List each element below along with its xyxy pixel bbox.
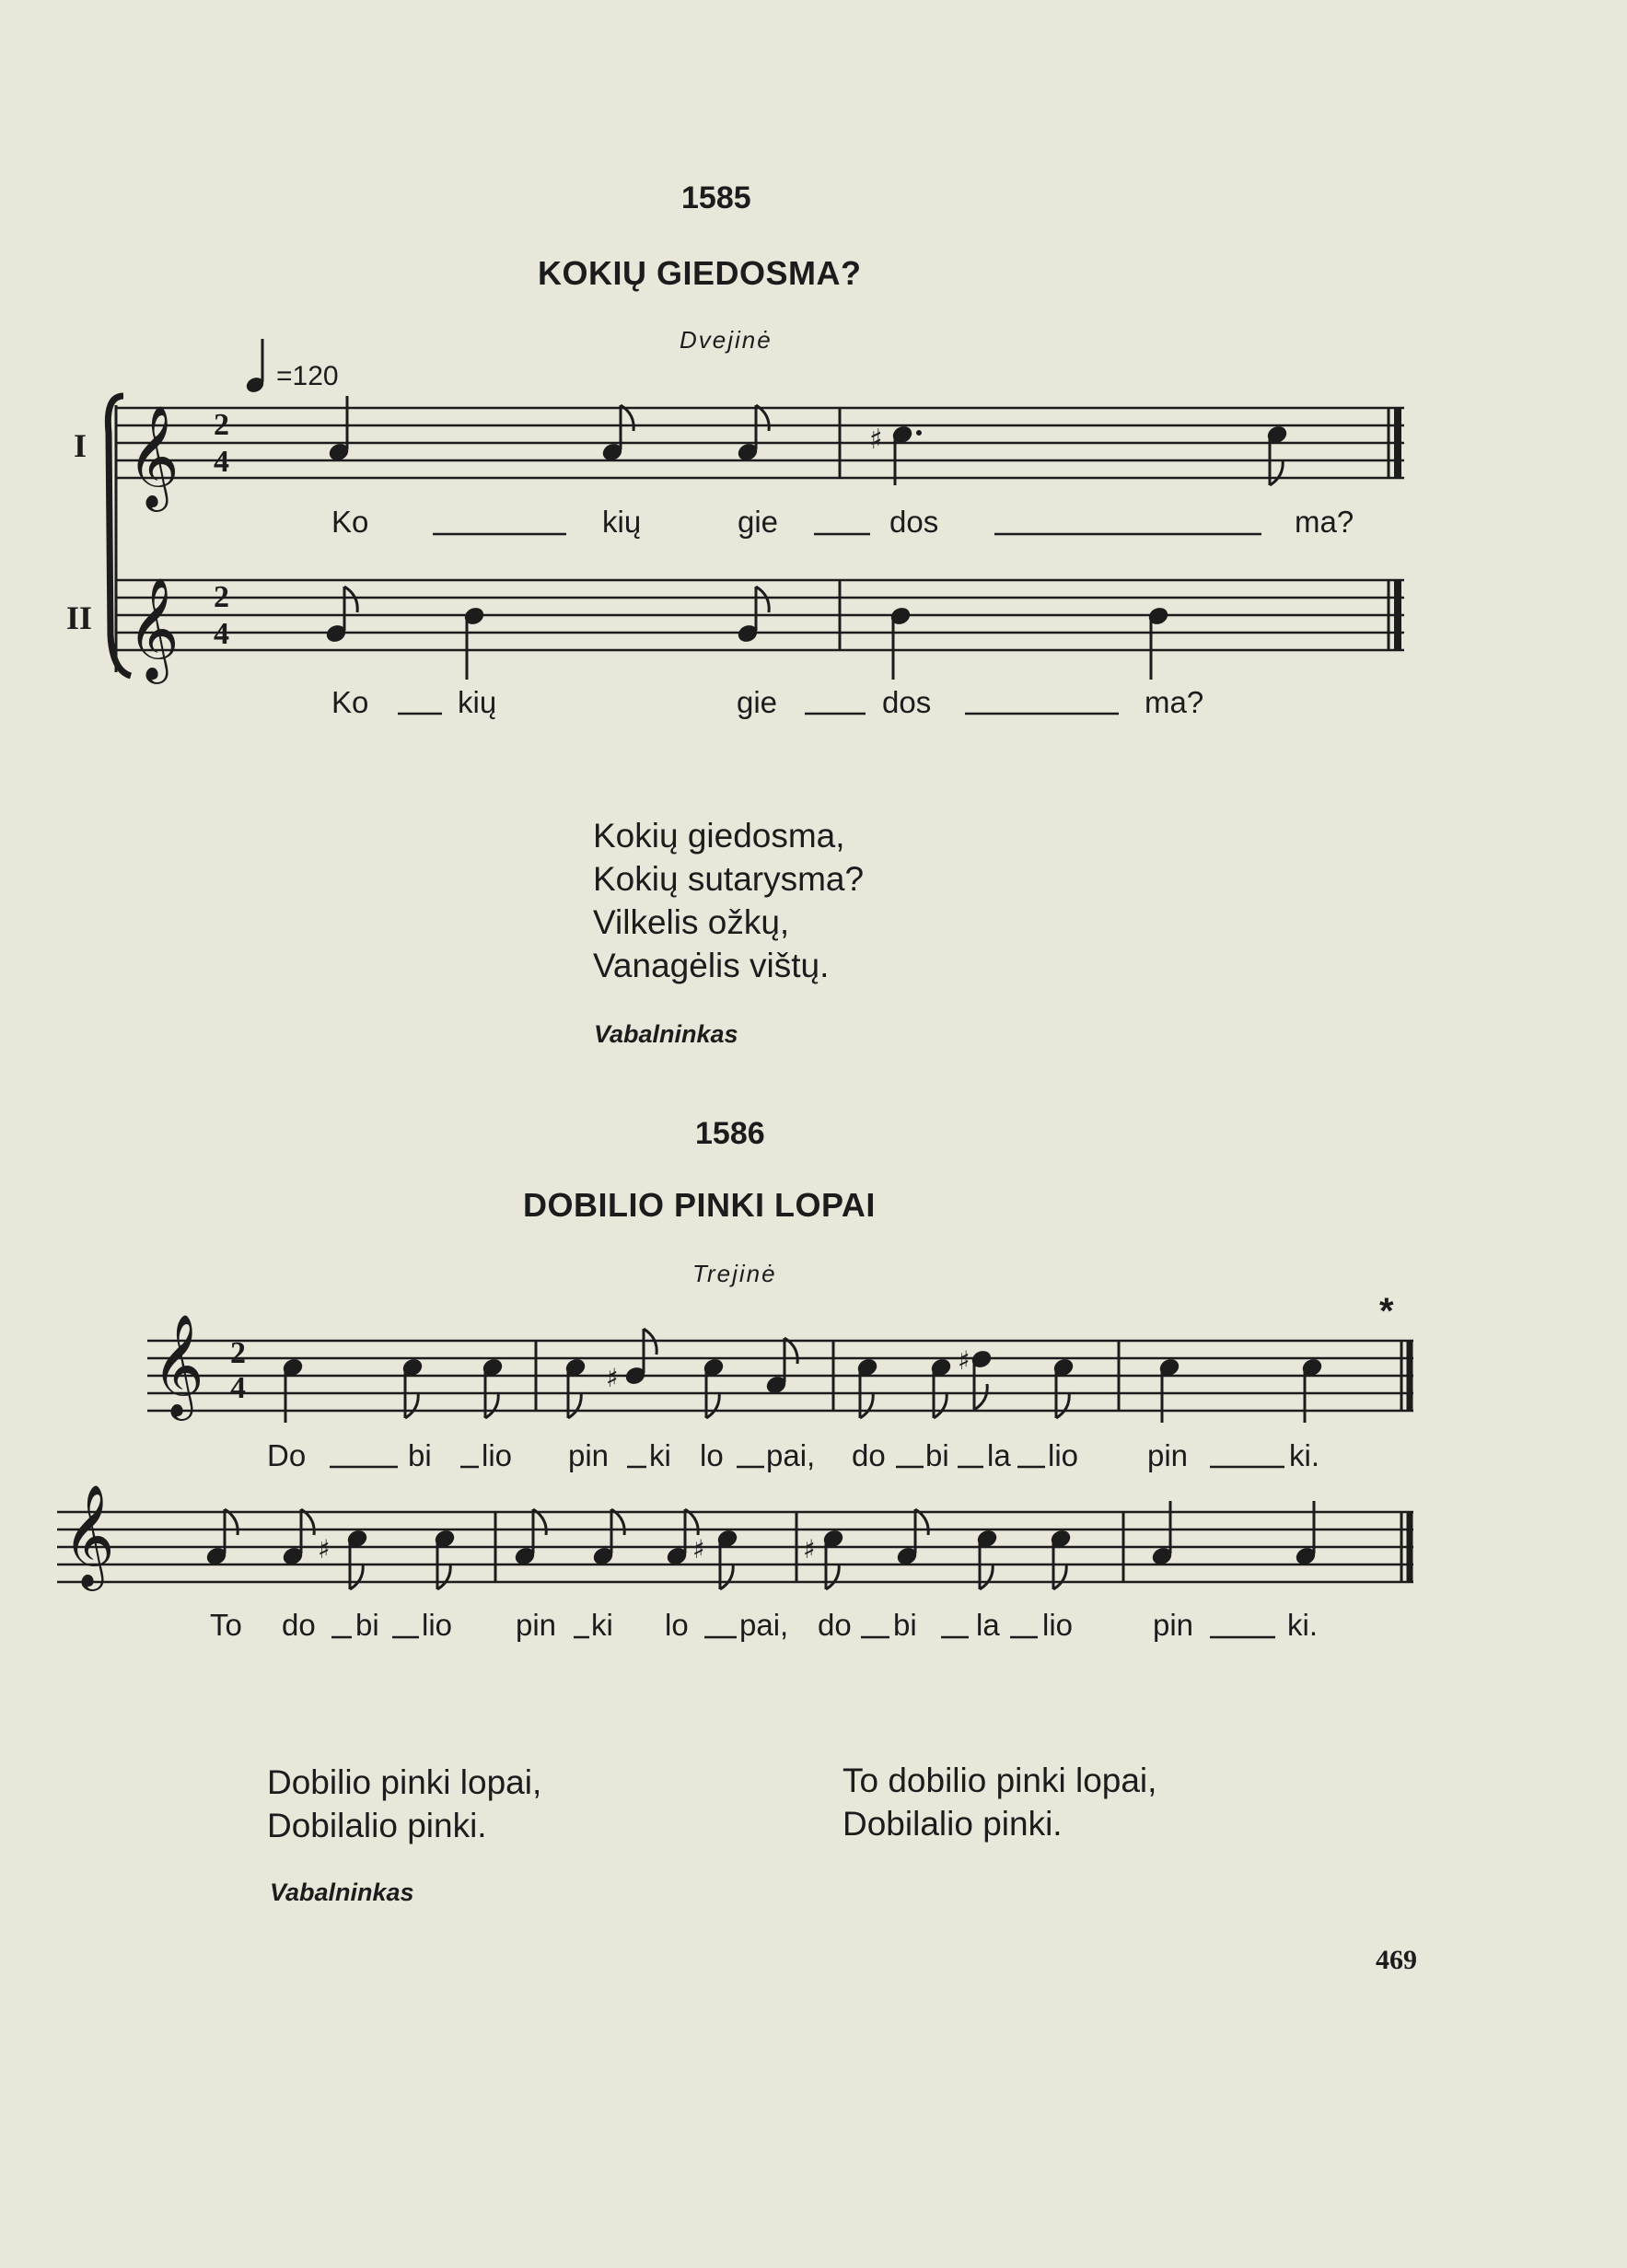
notes-line-2 <box>205 1501 1318 1589</box>
treble-clef-icon: 𝄞 <box>152 1313 204 1416</box>
song-number: 1586 <box>695 1116 765 1151</box>
time-sig-bottom: 4 <box>214 445 229 479</box>
place-name: Vabalninkas <box>270 1878 414 1906</box>
verse-left <box>267 1761 541 1847</box>
lyric-syllable: lo <box>665 1608 689 1642</box>
treble-clef-icon: 𝄞 <box>63 1483 115 1587</box>
asterisk-mark: * <box>1379 1291 1394 1332</box>
lyric-syllable: Ko <box>331 505 369 539</box>
staff-1 <box>116 408 1404 478</box>
lyric-syllable: kių <box>602 505 642 539</box>
tempo-marking: =120 <box>276 361 339 391</box>
lyric-syllable: To <box>210 1608 242 1642</box>
svg-text:♯: ♯ <box>803 1534 816 1564</box>
song-number: 1585 <box>681 180 751 215</box>
verse-line: Dobilalio pinki. <box>267 1807 487 1844</box>
notes-voice-1 <box>328 396 1289 485</box>
lyric-syllable: Ko <box>331 685 369 719</box>
voice-label-2: II <box>66 599 93 636</box>
time-sig-top: 2 <box>214 580 229 614</box>
lyric-syllable: ma? <box>1295 505 1354 539</box>
lyric-syllable: lio <box>482 1438 513 1472</box>
lyric-syllable: lio <box>422 1608 453 1642</box>
lyric-syllable: kių <box>458 685 497 719</box>
lyric-syllable: ki <box>591 1608 613 1642</box>
lyric-syllable: pin <box>1147 1438 1189 1472</box>
lyric-syllable: lo <box>700 1438 724 1472</box>
lyric-syllable: ki <box>649 1438 671 1472</box>
voice-label-1: I <box>74 427 87 464</box>
lyric-syllable: do <box>282 1608 316 1642</box>
svg-text:♯: ♯ <box>318 1534 331 1564</box>
staff-4 <box>57 1512 1413 1582</box>
lyric-syllable: bi <box>355 1608 379 1642</box>
treble-clef-icon: 𝄞 <box>127 404 180 507</box>
lyric-syllable: gie <box>738 505 779 539</box>
lyric-syllable: Do <box>267 1438 307 1472</box>
song-kind: Trejinė <box>692 1260 777 1287</box>
lyric-syllable: do <box>852 1438 886 1472</box>
lyric-syllable: ma? <box>1145 685 1204 719</box>
lyric-syllable: pai, <box>766 1438 816 1472</box>
verse-line: Kokių giedosma, <box>593 817 845 855</box>
verse-line: To dobilio pinki lopai, <box>843 1762 1157 1799</box>
treble-clef-icon: 𝄞 <box>127 576 180 680</box>
lyric-syllable: pin <box>516 1608 557 1642</box>
lyric-syllable: dos <box>882 685 932 719</box>
verse <box>593 814 864 987</box>
song-title: DOBILIO PINKI LOPAI <box>523 1186 876 1224</box>
song-title: KOKIŲ GIEDOSMA? <box>538 254 862 292</box>
lyric-syllable: bi <box>925 1438 949 1472</box>
time-sig-top: 2 <box>230 1336 246 1370</box>
lyric-syllable: ki. <box>1289 1438 1319 1472</box>
verse-line: Kokių sutarysma? <box>593 860 865 898</box>
svg-text:♯: ♯ <box>606 1363 619 1393</box>
lyric-syllable: lio <box>1042 1608 1074 1642</box>
svg-text:♯: ♯ <box>869 424 883 456</box>
lyric-syllable: la <box>976 1608 1000 1642</box>
lyric-syllable: gie <box>737 685 778 719</box>
verse-right <box>843 1759 1156 1845</box>
time-sig-bottom: 4 <box>230 1371 246 1405</box>
lyric-syllable: dos <box>889 505 939 539</box>
lyric-syllable: pai, <box>739 1608 789 1642</box>
place-name: Vabalninkas <box>594 1020 738 1048</box>
lyric-syllable: bi <box>408 1438 432 1472</box>
svg-text:♯: ♯ <box>958 1345 970 1376</box>
lyric-syllable: lio <box>1048 1438 1079 1472</box>
lyric-syllable: ki. <box>1287 1608 1318 1642</box>
tempo-note-icon <box>245 339 265 394</box>
time-sig-top: 2 <box>214 408 229 442</box>
verse-line: Dobilalio pinki. <box>843 1805 1063 1843</box>
verse-line: Dobilio pinki lopai, <box>267 1763 542 1801</box>
staff-3 <box>147 1341 1413 1411</box>
lyric-syllable: pin <box>568 1438 610 1472</box>
time-sig-bottom: 4 <box>214 617 229 651</box>
verse-line: Vanagėlis vištų. <box>593 947 830 984</box>
song-kind: Dvejinė <box>680 326 773 354</box>
lyric-syllable: pin <box>1153 1608 1194 1642</box>
lyric-syllable: do <box>818 1608 852 1642</box>
lyric-syllable: la <box>987 1438 1011 1472</box>
page-number: 469 <box>1376 1945 1417 1975</box>
verse-line: Vilkelis ožkų, <box>593 903 790 941</box>
lyric-syllable: bi <box>893 1608 917 1642</box>
svg-text:♯: ♯ <box>692 1534 705 1564</box>
